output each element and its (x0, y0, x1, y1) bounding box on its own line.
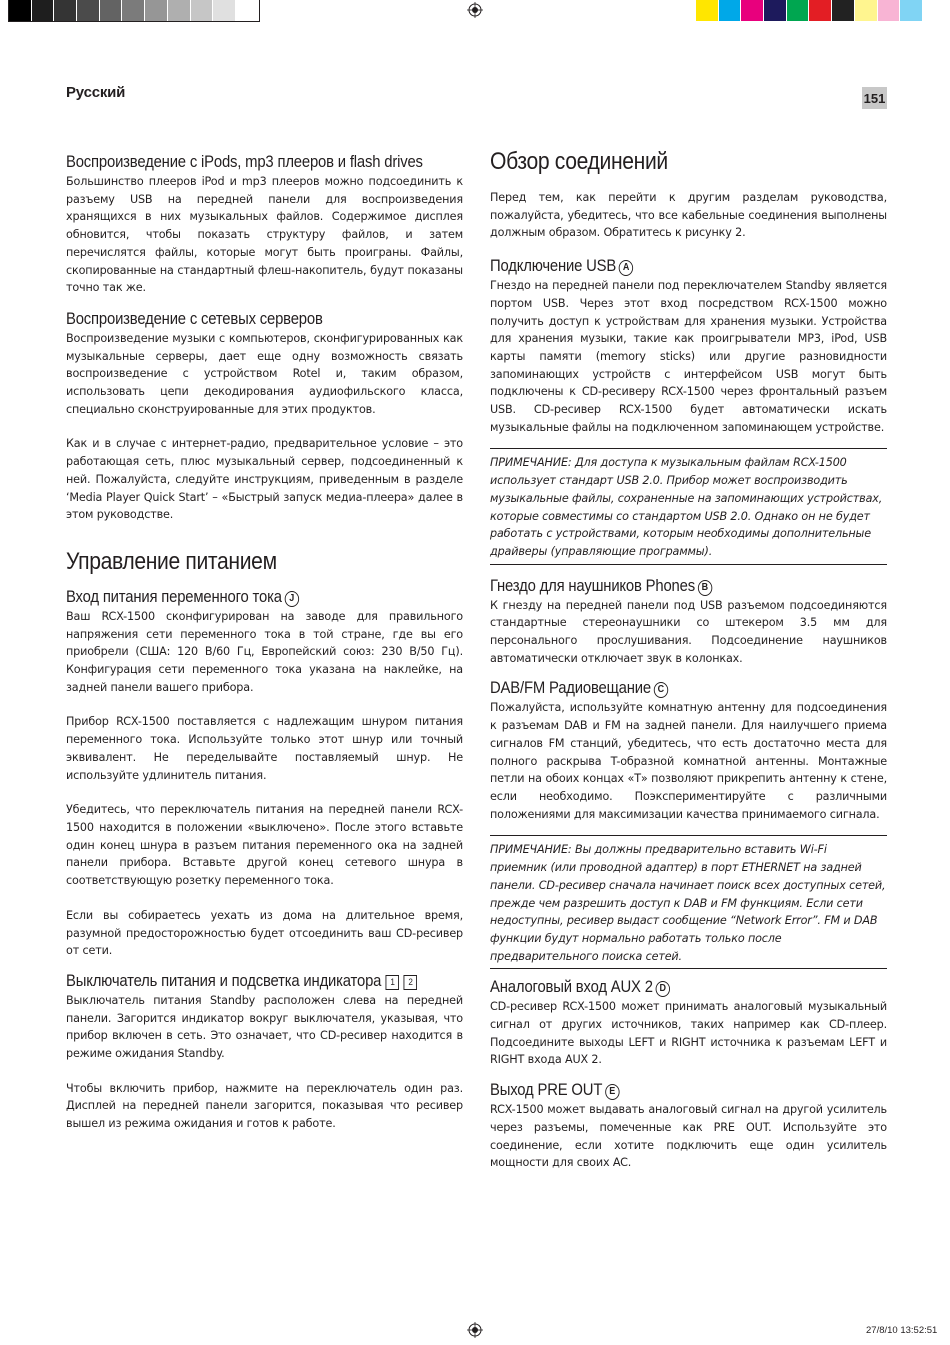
section-title-aux2: Аналоговый вход AUX 2 D (490, 978, 847, 997)
paragraph: Выключатель питания Standby расположен слева на передней панели. Загорится индикатор вокруг выключателя, указывая, что прибор включен в сеть. Это означает, что CD-ресивер находится в режиме ожидания Standby. (66, 993, 463, 1061)
paragraph: CD-ресивер RCX-1500 может принимать аналоговый музыкальный сигнал от других источников, таких например как CD-плеер. Подсоедините выходы LEFT и RIGHT источника к разъемам LEFT и RIGHT входа AUX 2. (490, 1000, 887, 1067)
paragraph: Чтобы включить прибор, нажмите на переключатель один раз. Дисплей на передней панели загорится, показывая что ресивер вышел из режима ожидания и готов к работе. (66, 1081, 463, 1131)
color-swatch (54, 0, 77, 21)
paragraph: Большинство плееров iPod и mp3 плееров можно подсоединить к разъему USB на передней панели для воспроизведения хранящихся в них музыкальных файлов. Содержимое дисплея обновится, чтобы показать структуру файлов, и затем перечислятся файлы, которые могут быть проиграны. Файлы, скопированные на стандартный флеш-накопитель, будут показаны точно так же. (66, 175, 463, 295)
note-usb: ПРИМЕЧАНИЕ: Для доступа к музыкальным файлам RCX-1500 использует стандарт USB 2.0. Прибор может воспроизводить музыкальные файлы, сохраненные на запоминающих устройствах, которые совместимы со стандартом USB 2.0. Однако он не будет работать с устройствами, которым необходимы дополнительные драйверы (управляющие программы). (490, 456, 883, 558)
color-swatch (32, 0, 55, 21)
divider (490, 448, 887, 449)
color-swatch (100, 0, 123, 21)
divider (490, 835, 887, 836)
paragraph: Ваш RCX-1500 сконфигурирован на заводе для правильного напряжения сети переменного тока в той стране, где вы его приобрели (США: 120 В/60 Гц, Европейский союз: 230 В/50 Гц). Конфигурация сети переменного тока указана на наклейке, на задней панели вашего прибора. (66, 609, 463, 694)
marker-2-icon: 2 (404, 975, 418, 990)
heading-connections-overview: Обзор соединений (490, 148, 668, 175)
divider (490, 968, 887, 969)
section-title-ac-input: Вход питания переменного тока J (66, 588, 423, 607)
heading-power-management: Управление питанием (66, 547, 277, 575)
paragraph: К гнезду на передней панели под USB разъемом подсоединяются стандартные стереонаушники со штекером 3.5 мм для персонального прослушивания. Подсоединение наушников автоматически отключает звук в колонках. (490, 598, 887, 665)
paragraph: RCX-1500 может выдавать аналоговый сигнал на другой усилитель через разъемы, помеченные как PRE OUT. Используйте это соединение, если хотите подключить еще один усилитель мощности для своих AC. (490, 1103, 887, 1170)
marker-d-icon: D (656, 981, 670, 997)
marker-e-icon: E (605, 1084, 619, 1100)
registration-mark-icon (467, 1322, 483, 1338)
paragraph: Пожалуйста, используйте комнатную антенну для подсоединения к разъемам DAB и FM на задней панели. Для наилучшего приема сигналов FM станций, убедитесь, что есть достаточно места для полного раскрыва T-образной комнатной антенны. Монтажные петли на обоих концах «Т» позволяют прикрепить антенну к стене, если необходимо. Поэкспериментируйте с различными положениями для максимизации качества принимаемого сигнала. (490, 701, 887, 821)
color-swatch (191, 0, 214, 21)
right-column (490, 148, 887, 1172)
color-swatch (787, 0, 810, 21)
section-title-phones: Гнездо для наушников Phones B (490, 577, 847, 596)
paragraph: Гнездо на передней панели под переключателем Standby является портом USB. Через этот вход посредством RCX-1500 можно получить доступ к устройствам для хранения музыки. Устройства для хранения музыки, такие как проигрыватели MP3, iPod, USB карты памяти (memory sticks) или другие разновидности запоминающих устройств с интерфейсом USB могут быть подключены к CD-ресиверу RCX-1500 через фронтальный разъем USB. CD-ресивер RCX-1500 будет автоматически искать музыкальные файлы на подключенном запоминающем устройстве. (490, 279, 887, 434)
color-swatch (900, 0, 923, 21)
color-swatch (741, 0, 764, 21)
marker-j-icon: J (285, 591, 299, 607)
section-title-power-switch: Выключатель питания и подсветка индикатора 1 2 (66, 972, 423, 991)
divider (490, 564, 887, 565)
paragraph: Перед тем, как перейти к другим разделам руководства, пожалуйста, убедитесь, что все кабельные соединения выполнены должным образом. Обратитесь к рисунку 2. (490, 191, 887, 240)
paragraph: Прибор RCX-1500 поставляется с надлежащим шнуром питания переменного тока. Используйте только этот шнур или точный эквивалент. Не переделывайте поставляемый шнур. Не используйте удлинитель питания. (66, 715, 463, 782)
cmyk-color-bar (696, 0, 923, 21)
paragraph: Воспроизведение музыки с компьютеров, сконфигурированных как музыкальные серверы, дает еще одну возможность связать воспроизведение с устройством Rotel и, таким образом, использовать цепи декодирования аудиофильского класса, специально сконструированные для этих продуктов. (66, 331, 463, 416)
color-swatch (168, 0, 191, 21)
registration-mark-icon (467, 2, 483, 18)
paragraph: Убедитесь, что переключатель питания на передней панели RCX-1500 находится в положении «выключено». После этого вставьте один конец шнура в разъем питания переменного ока на задней панели прибора. Вставьте другой конец сетевого шнура в соответствующую розетку переменного тока. (66, 803, 463, 888)
section-title-ipod: Воспроизведение с iPods, mp3 плееров и flash drives (66, 153, 423, 171)
color-swatch (122, 0, 145, 21)
color-swatch (9, 0, 32, 21)
left-column (66, 148, 463, 1133)
color-swatch (236, 0, 259, 21)
paragraph: Если вы собираетесь уехать из дома на длительное время, разумной предосторожностью будет отсоединить ваш CD-ресивер от сети. (66, 908, 463, 958)
marker-a-icon: A (619, 260, 633, 276)
section-title-dab-fm: DAB/FM Радиовещание C (490, 679, 847, 698)
section-title-pre-out: Выход PRE OUT E (490, 1081, 847, 1100)
grayscale-color-bar (8, 0, 260, 22)
color-swatch (696, 0, 719, 21)
color-swatch (764, 0, 787, 21)
print-timestamp: 27/8/10 13:52:51 (866, 1325, 938, 1336)
section-title-network-servers: Воспроизведение с сетевых серверов (66, 309, 323, 328)
color-swatch (213, 0, 236, 21)
paragraph: Как и в случае с интернет-радио, предварительное условие – это работающая сеть, плюс музыкальный сервер, подсоединенный к ней. Пожалуйста, следуйте инструкциям, приведенным в разделе ‘Media Player Quick Start’ – «Быстрый запуск медиа-плеера» далее в этом руководстве. (66, 437, 463, 522)
marker-1-icon: 1 (386, 975, 400, 990)
color-swatch (809, 0, 832, 21)
color-swatch (855, 0, 878, 21)
color-swatch (145, 0, 168, 21)
note-network: ПРИМЕЧАНИЕ: Вы должны предварительно вставить Wi-Fi приемник (или проводной адаптер) в порт ETHERNET на задней панели. CD-ресивер сначала начинает поиск всех доступных сетей, прежде чем разрешить доступ к DAB и FM функциям. Если сети недоступны, ресивер выдаст сообщение “Network Error”. FM и DAB функции будут нормально работать только после предварительного поиска сетей. (490, 843, 886, 963)
color-swatch (719, 0, 742, 21)
color-swatch (878, 0, 901, 21)
page-number: 151 (862, 87, 887, 109)
color-swatch (77, 0, 100, 21)
section-title-usb: Подключение USB A (490, 257, 847, 276)
color-swatch (832, 0, 855, 21)
marker-b-icon: B (698, 580, 712, 596)
language-header: Русский (66, 84, 126, 101)
marker-c-icon: C (654, 682, 668, 698)
